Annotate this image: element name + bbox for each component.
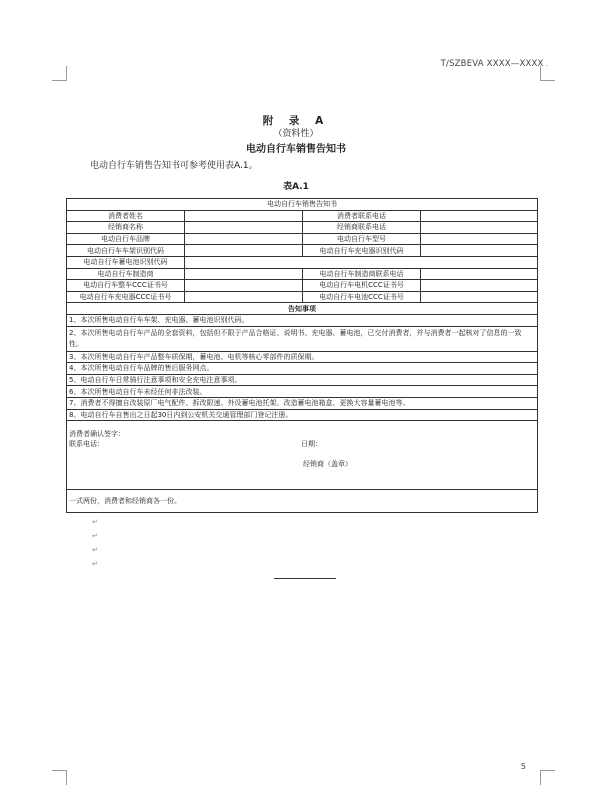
field-label: 电动自行车型号 bbox=[303, 233, 421, 245]
field-label: 消费者联系电话 bbox=[303, 210, 421, 222]
table-row bbox=[67, 256, 538, 268]
field-value[interactable] bbox=[185, 233, 303, 245]
form-heading: 电动自行车销售告知书 bbox=[67, 199, 538, 211]
field-label: 电动自行车整车CCC证书号 bbox=[67, 280, 185, 292]
paragraph-mark: ↵ bbox=[92, 518, 98, 526]
standard-code: T/SZBEVA XXXX—XXXX . bbox=[440, 59, 548, 69]
sales-notice-form bbox=[66, 198, 538, 513]
notice-row bbox=[67, 386, 538, 398]
field-value[interactable] bbox=[185, 268, 303, 280]
end-rule bbox=[274, 578, 336, 579]
field-label: 电动自行车品牌 bbox=[67, 233, 185, 245]
crop-mark-bottom-left bbox=[52, 770, 67, 785]
table-row bbox=[67, 268, 538, 280]
table-row bbox=[67, 233, 538, 245]
field-label: 电动自行车制造商 bbox=[67, 268, 185, 280]
field-label: 经销商名称 bbox=[67, 222, 185, 234]
footer-note: 一式两份，消费者和经销商各一份。 bbox=[67, 490, 538, 513]
field-value[interactable] bbox=[421, 210, 538, 222]
appendix-title: 附 录 A bbox=[262, 115, 330, 127]
paragraph-mark: ↵ bbox=[92, 532, 98, 540]
consumer-signature-label: 消费者确认签字： bbox=[69, 430, 125, 439]
crop-mark-top-left bbox=[52, 66, 67, 81]
page-number: 5 bbox=[520, 762, 526, 771]
signature-block bbox=[67, 421, 538, 490]
notice-item: 7、消费者不得擅自改装原厂电气配件、拆改限速、外设蓄电池托架、改造蓄电池箱盒、更换大容量蓄电池等。 bbox=[67, 397, 538, 409]
contact-phone-label: 联系电话： bbox=[69, 440, 104, 449]
field-label: 电动自行车制造商联系电话 bbox=[303, 268, 421, 280]
field-value[interactable] bbox=[421, 268, 538, 280]
notice-heading-row bbox=[67, 303, 538, 315]
form-heading-row bbox=[67, 199, 538, 211]
notice-row bbox=[67, 409, 538, 421]
table-row bbox=[67, 245, 538, 257]
notice-item: 8、电动自行车自售出之日起30日内到公安机关交通管理部门登记注册。 bbox=[67, 409, 538, 421]
field-label: 电动自行车电池CCC证书号 bbox=[303, 291, 421, 303]
table-row bbox=[67, 291, 538, 303]
field-value[interactable] bbox=[185, 210, 303, 222]
document-title: 电动自行车销售告知书 bbox=[246, 144, 346, 155]
notice-item: 5、电动自行车日常骑行注意事项和安全充电注意事项。 bbox=[67, 374, 538, 386]
notice-row bbox=[67, 351, 538, 363]
notice-row bbox=[67, 314, 538, 326]
paragraph-mark: ↵ bbox=[92, 560, 98, 568]
appendix-nature: （资料性） bbox=[273, 129, 319, 139]
notice-item: 1、本次所售电动自行车车架、充电器、蓄电池识别代码。 bbox=[67, 314, 538, 326]
notice-row bbox=[67, 326, 538, 351]
notice-row bbox=[67, 363, 538, 375]
table-row bbox=[67, 210, 538, 222]
field-value[interactable] bbox=[421, 291, 538, 303]
field-value[interactable] bbox=[185, 256, 538, 268]
date-label: 日期： bbox=[301, 440, 322, 449]
field-value[interactable] bbox=[421, 222, 538, 234]
notice-row bbox=[67, 397, 538, 409]
field-label: 电动自行车蓄电池识别代码 bbox=[67, 256, 185, 268]
notice-row bbox=[67, 374, 538, 386]
field-value[interactable] bbox=[421, 280, 538, 292]
field-label: 电动自行车车架识别代码 bbox=[67, 245, 185, 257]
field-value[interactable] bbox=[421, 233, 538, 245]
field-label: 电动自行车电机CCC证书号 bbox=[303, 280, 421, 292]
field-label: 消费者姓名 bbox=[67, 210, 185, 222]
intro-paragraph: 电动自行车销售告知书可参考使用表A.1。 bbox=[90, 161, 258, 171]
field-value[interactable] bbox=[185, 291, 303, 303]
table-caption: 表A.1 bbox=[283, 182, 309, 192]
notice-item: 6、本次所售电动自行车未经任何非法改装。 bbox=[67, 386, 538, 398]
field-label: 电动自行车充电器识别代码 bbox=[303, 245, 421, 257]
notice-item: 3、本次所售电动自行车产品整车质保期，蓄电池、电机等核心零部件的质保期。 bbox=[67, 351, 538, 363]
paragraph-mark: ↵ bbox=[92, 546, 98, 554]
table-row bbox=[67, 222, 538, 234]
field-label: 电动自行车充电器CCC证书号 bbox=[67, 291, 185, 303]
table-row bbox=[67, 280, 538, 292]
footer-note-row bbox=[67, 490, 538, 513]
field-value[interactable] bbox=[185, 280, 303, 292]
signature-row bbox=[67, 421, 538, 490]
field-value[interactable] bbox=[185, 222, 303, 234]
field-value[interactable] bbox=[185, 245, 303, 257]
crop-mark-bottom-right bbox=[540, 770, 555, 785]
field-value[interactable] bbox=[421, 245, 538, 257]
field-label: 经销商联系电话 bbox=[303, 222, 421, 234]
dealer-seal-label: 经销商（盖章） bbox=[303, 460, 352, 469]
notice-item: 4、本次所售电动自行车品牌的售后服务网点。 bbox=[67, 363, 538, 375]
notice-item: 2、本次所售电动自行车产品的全套资料，包括但不限于产品合格证、说明书、充电器、蓄电池，已交付消费者，并与消费者一起核对了信息的一致性。 bbox=[67, 326, 538, 351]
notice-heading: 告知事项 bbox=[67, 303, 538, 315]
